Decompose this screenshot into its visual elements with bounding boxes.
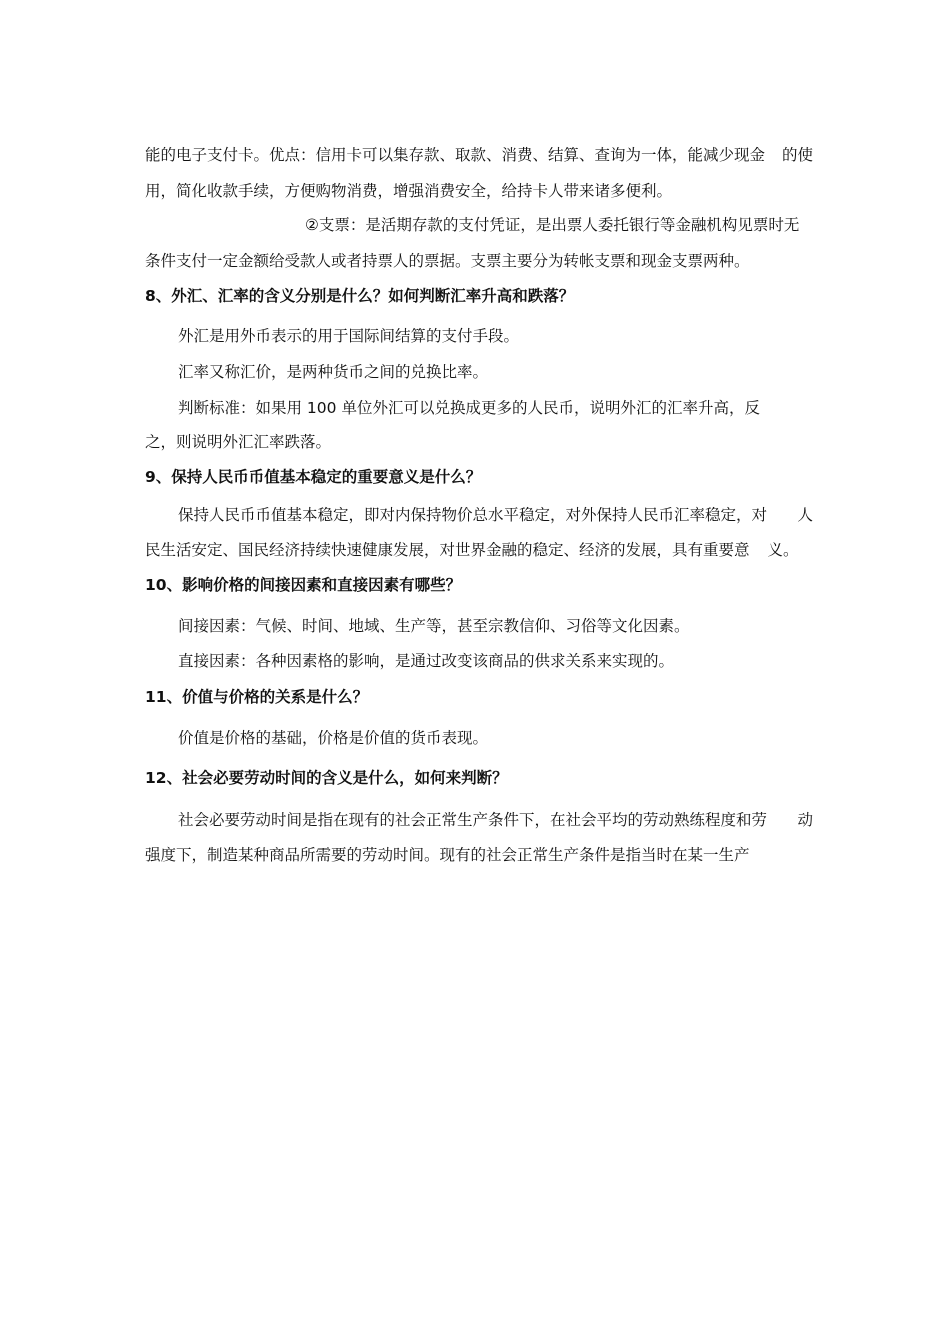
paragraph-line — [145, 540, 813, 560]
paragraph-line: 条件支付一定金额给受款人或者持票人的票据。支票主要分为转帐支票和现金支票两种。 — [145, 252, 750, 270]
text-segment: 动 — [797, 811, 813, 829]
text-segment: 社会必要劳动时间是指在现有的社会正常生产条件下，在社会平均的劳动熟练程度和劳 — [178, 811, 768, 829]
paragraph-line: ②支票：是活期存款的支付凭证，是出票人委托银行等金融机构见票时无 — [305, 216, 800, 234]
paragraph-line: 直接因素：各种因素格的影响，是通过改变该商品的供求关系来实现的。 — [178, 652, 675, 670]
paragraph-line: 用，简化收款手续，方便购物消费，增强消费安全，给持卡人带来诸多便利。 — [145, 182, 673, 200]
paragraph-line: 强度下，制造某种商品所需要的劳动时间。现有的社会正常生产条件是指当时在某一生产 — [145, 846, 750, 864]
section-heading: 11、价值与价格的关系是什么？ — [145, 688, 369, 706]
section-heading: 9、保持人民币币值基本稳定的重要意义是什么？ — [145, 468, 482, 486]
paragraph-line: 判断标准：如果用 100 单位外汇可以兑换成更多的人民币，说明外汇的汇率升高，反 — [178, 399, 760, 417]
section-heading: 8、外汇、汇率的含义分别是什么？如何判断汇率升高和跌落？ — [145, 287, 575, 305]
paragraph-line — [178, 505, 813, 525]
text-segment: 人 — [797, 506, 813, 524]
paragraph-line — [178, 810, 813, 830]
text-segment: 义。 — [767, 541, 799, 559]
text-segment: 保持人民币币值基本稳定，即对内保持物价总水平稳定，对外保持人民币汇率稳定，对 — [178, 506, 768, 524]
section-heading: 10、影响价格的间接因素和直接因素有哪些？ — [145, 576, 462, 594]
paragraph-line — [145, 145, 813, 165]
text-segment: 的使 — [781, 146, 813, 164]
paragraph-line: 价值是价格的基础，价格是价值的货币表现。 — [178, 729, 489, 747]
paragraph-line: 之，则说明外汇汇率跌落。 — [145, 433, 332, 451]
text-segment: 能的电子支付卡。优点：信用卡可以集存款、取款、消费、结算、查询为一体，能减少现金 — [145, 146, 766, 164]
paragraph-line: 外汇是用外币表示的用于国际间结算的支付手段。 — [178, 327, 520, 345]
paragraph-line: 间接因素：气候、时间、地域、生产等，甚至宗教信仰、习俗等文化因素。 — [178, 617, 690, 635]
paragraph-line: 汇率又称汇价，是两种货币之间的兑换比率。 — [178, 363, 489, 381]
text-segment: 民生活安定、国民经济持续快速健康发展，对世界金融的稳定、经济的发展，具有重要意 — [145, 541, 750, 559]
section-heading: 12、社会必要劳动时间的含义是什么，如何来判断？ — [145, 769, 508, 787]
